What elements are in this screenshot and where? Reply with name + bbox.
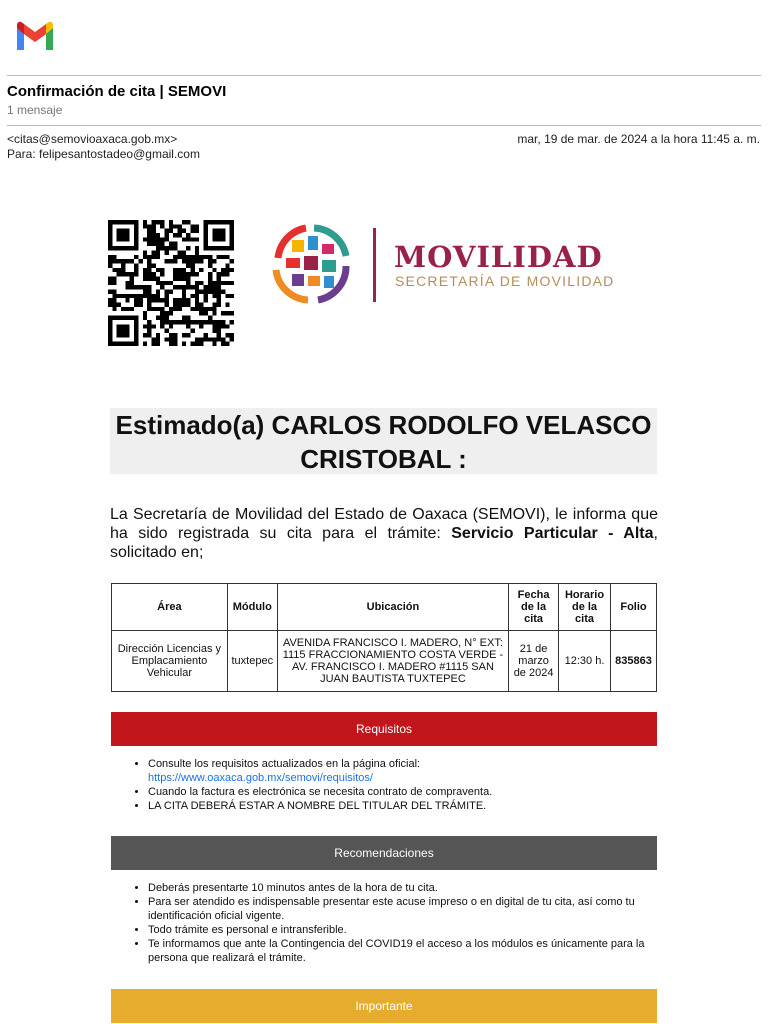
- cell-ubicacion: AVENIDA FRANCISCO I. MADERO, N° EXT: 1115 FRACCIONAMIENTO COSTA VERDE - AV. FRANCISCO I. MADERO #1115 SAN JUAN BAUTISTA TUXTEPEC: [277, 631, 508, 692]
- email-date: mar, 19 de mar. de 2024 a la hora 11:45 a. m.: [517, 132, 760, 146]
- sender-address: <citas@semovioaxaca.gob.mx>: [7, 132, 178, 146]
- tramite-name: Servicio Particular - Alta: [451, 525, 654, 542]
- table-header-row: [112, 584, 657, 631]
- importante-header: Importante: [111, 989, 657, 1023]
- header-divider: [7, 75, 761, 76]
- intro-text-before: La Secretaría de Movilidad del Estado de Oaxaca (SEMOVI), le informa que ha sido registrada su cita para el trámite:: [110, 506, 658, 542]
- header-modulo: Módulo: [227, 584, 277, 631]
- list-item: • LA CITA DEBERÁ ESTAR A NOMBRE DEL TITULAR DEL TRÁMITE.: [148, 799, 492, 813]
- requisito-text: Consulte los requisitos actualizados en la página oficial:: [148, 758, 421, 770]
- header-fecha: Fecha de la cita: [509, 584, 559, 631]
- requisitos-header: Requisitos: [111, 712, 657, 746]
- recipient-address: Para: felipesantostadeo@gmail.com: [7, 147, 200, 161]
- email-subject: Confirmación de cita | SEMOVI: [7, 83, 227, 100]
- recomendaciones-list: [130, 881, 653, 965]
- list-item: • Te informamos que ante la Contingencia del COVID19 el acceso a los módulos es únicamente para la persona que realizará el trámite.: [148, 937, 653, 965]
- requisitos-list: [130, 757, 492, 813]
- list-item: • Para ser atendido es indispensable presentar este acuse impreso o en digital de tu cita, así como tu identificación oficial vigente.: [148, 895, 653, 923]
- list-item: [148, 757, 492, 785]
- cell-fecha: 21 de marzo de 2024: [509, 631, 559, 692]
- brand-divider: [373, 228, 376, 302]
- list-item: • Todo trámite es personal e intransferible.: [148, 923, 653, 937]
- header-area: Área: [112, 584, 228, 631]
- intro-text-after: , solicitado en;: [110, 525, 658, 561]
- qr-code-icon: [108, 218, 234, 348]
- recomendaciones-header: Recomendaciones: [111, 836, 657, 870]
- greeting-heading: Estimado(a) CARLOS RODOLFO VELASCO CRISTOBAL :: [110, 408, 657, 474]
- cell-modulo: tuxtepec: [227, 631, 277, 692]
- subject-divider: [7, 125, 761, 126]
- movilidad-emblem: [266, 218, 356, 310]
- gmail-logo[interactable]: [14, 20, 56, 52]
- requisitos-link[interactable]: https://www.oaxaca.gob.mx/semovi/requisitos/: [148, 772, 373, 784]
- brand-title: MOVILIDAD: [394, 240, 603, 274]
- list-item: • Deberás presentarte 10 minutos antes de la hora de tu cita.: [148, 881, 653, 895]
- header-horario: Horario de la cita: [559, 584, 611, 631]
- cell-horario: 12:30 h.: [559, 631, 611, 692]
- table-row: [112, 631, 657, 692]
- cell-folio: 835863: [610, 631, 656, 692]
- intro-paragraph: [110, 505, 658, 562]
- header-folio: Folio: [610, 584, 656, 631]
- header-ubicacion: Ubicación: [277, 584, 508, 631]
- list-item: • Cuando la factura es electrónica se necesita contrato de compraventa.: [148, 785, 492, 799]
- appointment-table: [111, 583, 657, 692]
- brand-subtitle: SECRETARÍA DE MOVILIDAD: [395, 273, 615, 289]
- message-count: 1 mensaje: [7, 103, 63, 117]
- cell-area: Dirección Licencias y Emplacamiento Vehicular: [112, 631, 228, 692]
